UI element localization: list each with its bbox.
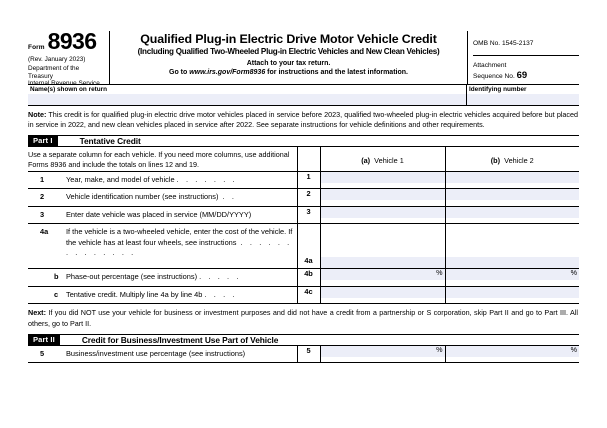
part2-tag: Part II [28,335,60,345]
line-4a-vehicle1-cell [320,224,445,269]
attach-instruction: Attach to your tax return. [246,60,331,68]
line-4a-box-number: 4a [297,224,320,269]
part1-table [28,147,579,305]
column-a-label: Vehicle 1 [374,155,404,165]
table-row [28,224,579,269]
line-2-label-cell [28,189,297,207]
omb-number: OMB No. 1545-2137 [473,31,579,56]
line-1-vehicle1-cell [320,171,445,189]
line-5-description: Business/investment use percentage (see instructions) [66,348,246,358]
line-4b-text [66,272,295,283]
line-4b-number: b [54,272,59,282]
line-1-vehicle1-input[interactable] [321,172,445,183]
line-4b-box-number: 4b [297,269,320,287]
line-4b-vehicle2-input[interactable] [446,269,580,280]
goto-suffix: for instructions and the latest information. [265,68,408,76]
form-subtitle: (Including Qualified Two-Wheeled Plug-in Electric Vehicles and New Clean Vehicles) [137,46,440,56]
line-4c-vehicle1-cell [320,286,445,304]
line-3-box-number: 3 [297,206,320,224]
form-number: 8936 [47,28,97,54]
table-row [28,206,579,224]
line-2-box-number: 2 [297,189,320,207]
next-lead: Next: [28,308,46,318]
line-4b-vehicle1-cell [320,269,445,287]
irs-line: Internal Revenue Service [28,80,100,88]
table-row [28,189,579,207]
line-1-leader: . . . . . . . [176,174,238,184]
line-3-vehicle1-input[interactable] [321,207,445,218]
line-1-text [66,175,295,186]
line-4b-description: Phase-out percentage (see instructions) [66,272,198,282]
table-row [28,286,579,304]
goto-prefix: Go to [169,68,190,76]
line-4b-leader: . . . . . [199,272,242,282]
note-paragraph [28,106,579,135]
line-3-number: 3 [40,209,45,219]
line-1-number: 1 [40,174,45,184]
part1-instruction: Use a separate column for each vehicle. If you need more columns, use additional Forms 8936 and include the totals on lines 12 and 19. [28,147,297,172]
line-3-vehicle2-cell [445,206,579,224]
line-4a-number: 4a [40,227,49,237]
line-2-text [66,192,295,203]
line-2-number: 2 [40,192,45,202]
line-1-label-cell [28,171,297,189]
percent-symbol: % [570,344,577,354]
line-4b-vehicle1-input[interactable] [321,269,445,280]
part2-title: Credit for Business/Investment Use Part of Vehicle [81,334,279,345]
part1-column-header-row [28,147,579,172]
line-5-vehicle1-input[interactable] [321,346,445,357]
attachment-label: Attachment [473,62,507,69]
line-5-label-cell [28,346,297,363]
part1-tag: Part I [28,136,58,146]
name-input[interactable] [28,94,466,105]
form-revision-date: (Rev. January 2023) [28,55,86,63]
part1-title: Tentative Credit [79,135,141,146]
form-masthead [28,28,579,88]
column-b-label: Vehicle 2 [504,155,534,165]
percent-symbol: % [436,344,443,354]
line-4c-box-number: 4c [297,286,320,304]
line-5-number: 5 [40,348,45,358]
line-4c-label-cell [28,286,297,304]
part2-table [28,346,579,364]
identifying-number-label: Identifying number [469,86,527,93]
form-page [28,0,579,428]
line-3-label-cell [28,206,297,224]
line-5-vehicle2-cell [445,346,579,363]
sequence-no-label: Sequence No. [473,73,515,81]
name-field-group [28,85,467,105]
note-lead: Note: [28,110,47,119]
line-4c-leader: . . . . [204,289,238,299]
line-2-vehicle2-input[interactable] [446,189,580,200]
column-b-header [445,147,579,172]
line-4c-number: c [54,289,59,299]
dept-treasury-line: Department of the Treasury [28,64,80,80]
column-a-header [320,147,445,172]
form-meta-block [467,31,579,84]
line-4a-vehicle2-input[interactable] [446,257,580,268]
line-2-vehicle1-cell [320,189,445,207]
irs-form-url: www.irs.gov/Form8936 [189,68,266,76]
attachment-sequence-block [473,56,579,82]
identity-row [28,85,579,106]
table-row [28,346,579,363]
line-1-vehicle2-input[interactable] [446,172,580,183]
line-1-box-number: 1 [297,171,320,189]
line-2-leader: . . [222,192,237,202]
line-1-description: Year, make, and model of vehicle [66,174,175,184]
line-4a-vehicle2-cell [445,224,579,269]
line-4c-vehicle2-cell [445,286,579,304]
table-row [28,171,579,189]
next-text: If you did NOT use your vehicle for business or investment purposes and did not have a credit from a partnership or S corporation, skip Part II and go to Part III. All others, go to Part II. [28,308,578,328]
form-word-label: Form [28,43,45,51]
column-b-marker: (b) [490,155,501,165]
line-1-vehicle2-cell [445,171,579,189]
line-4a-leader: . . . . . . . . . . . . . . [66,237,292,258]
name-label: Name(s) shown on return [30,86,108,93]
line-5-vehicle1-cell [320,346,445,363]
line-4a-description: If the vehicle is a two-wheeled vehicle, enter the cost of the vehicle. If the vehicle has at least four wheels, see instructions [66,227,293,247]
line-3-description: Enter date vehicle was placed in service (MM/DD/YYYY) [66,209,252,219]
line-3-text [66,210,295,221]
line-4c-vehicle2-input[interactable] [446,287,580,298]
line-5-box-number: 5 [297,346,320,363]
form-identity-block [28,28,110,88]
identifying-number-group [467,85,579,105]
line-4a-text [66,227,295,259]
table-row [28,269,579,287]
form-title: Qualified Plug-in Electric Drive Motor Vehicle Credit [140,32,437,46]
line-4c-text [66,290,295,301]
line-4a-label-cell [28,224,297,269]
next-paragraph [28,304,579,334]
goto-instruction [113,69,464,76]
percent-symbol: % [436,268,443,278]
line-2-vehicle1-input[interactable] [321,189,445,200]
line-3-vehicle1-cell [320,206,445,224]
line-4c-description: Tentative credit. Multiply line 4a by line 4b [66,289,203,299]
line-4b-label-cell [28,269,297,287]
line-4c-vehicle1-input[interactable] [321,287,445,298]
line-4a-vehicle1-input[interactable] [321,257,445,268]
line-3-vehicle2-input[interactable] [446,207,580,218]
part1-header-numbox [297,147,320,172]
form-title-block [110,31,467,84]
percent-symbol: % [570,268,577,278]
identifying-number-input[interactable] [467,94,579,105]
line-2-vehicle2-cell [445,189,579,207]
line-5-text [66,349,295,360]
line-2-description: Vehicle identification number (see instructions) [66,192,219,202]
line-4b-vehicle2-cell [445,269,579,287]
part2-header [28,334,579,346]
note-text: This credit is for qualified plug-in electric drive motor vehicles placed in service before 2023, qualified two-wheeled plug-in electric vehicles acquired before but placed in service in 2022, and new clean vehicles placed in service after 2022. See separate instructions for vehicle definitions and other requirements. [28,110,578,130]
line-5-vehicle2-input[interactable] [446,346,580,357]
part1-header [28,135,579,147]
sequence-number: 69 [516,70,528,82]
column-a-marker: (a) [361,155,371,165]
